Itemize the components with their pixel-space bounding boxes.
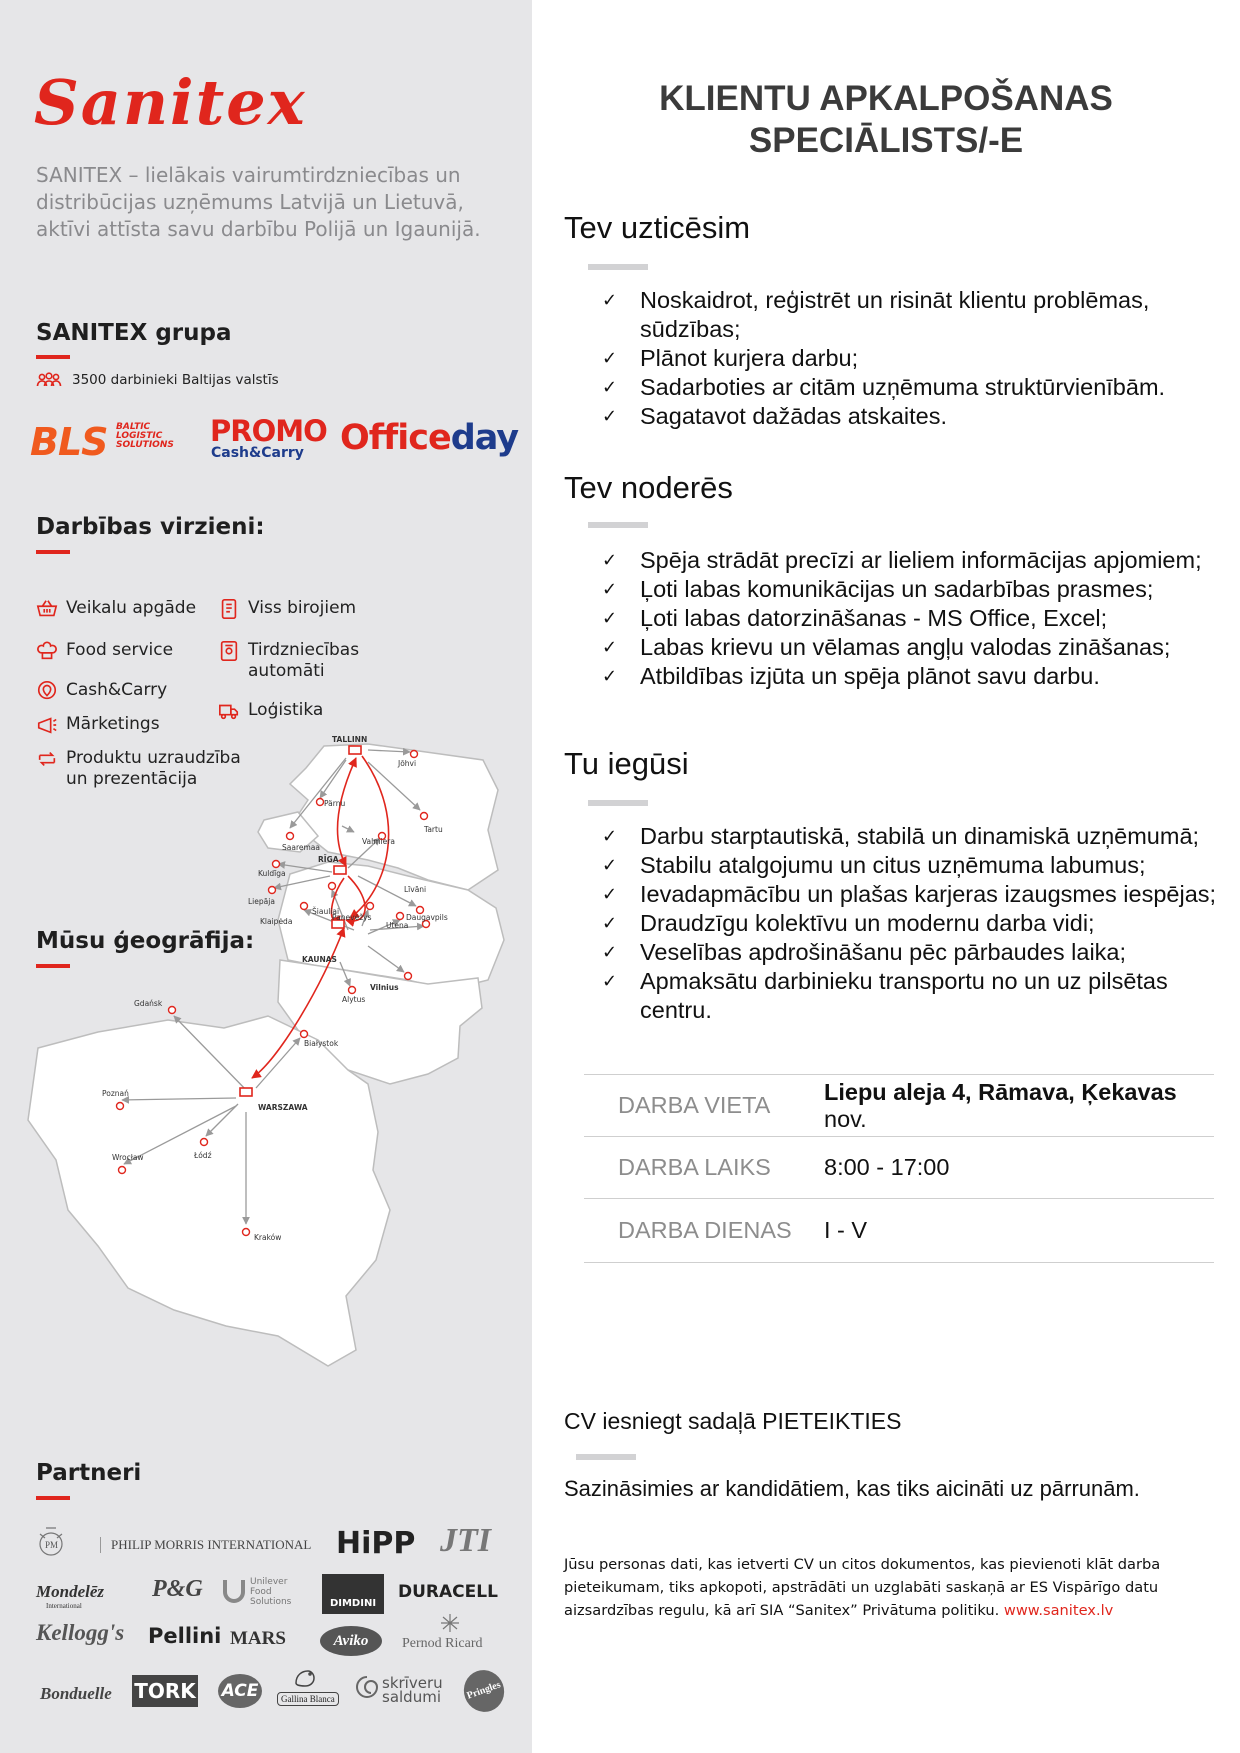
city-label: WARSZAWA xyxy=(258,1103,308,1112)
pmi-logo: PHILIP MORRIS INTERNATIONAL xyxy=(100,1537,311,1553)
city-label: Daugavpils xyxy=(406,913,448,922)
city-label: Panevėžys xyxy=(332,913,372,922)
city-label: Jõhvi xyxy=(398,759,417,768)
pg-logo: P&G xyxy=(152,1576,203,1602)
pmi-crest-icon xyxy=(36,1524,66,1562)
city-label: Gdańsk xyxy=(134,999,163,1008)
table-row xyxy=(584,1199,1214,1263)
gray-underline xyxy=(576,1454,636,1460)
red-underline xyxy=(36,355,70,359)
mondelez-subtitle: International xyxy=(46,1602,82,1610)
website-link[interactable]: www.sanitex.lv xyxy=(1003,1602,1114,1619)
chef-hat-icon xyxy=(36,640,58,662)
list-item: ✓ Apmaksātu darbinieku transportu no un uz pilsētas centru. xyxy=(602,967,1222,1025)
list-item: ✓ Darbu starptautiskā, stabilā un dinamiskā uzņēmumā; xyxy=(602,822,1222,851)
skriveru-logo: skrīveru saldumi xyxy=(382,1674,443,1706)
partners-title: Partneri xyxy=(36,1460,142,1486)
red-underline xyxy=(36,550,70,554)
list-item: ✓ Veselības apdrošināšanu pēc pārbaudes laika; xyxy=(602,938,1222,967)
document-icon xyxy=(218,598,240,620)
list-item: ✓ Ļoti labas datorzināšanas - MS Office, Excel; xyxy=(602,604,1222,633)
city-label: KAUNAS xyxy=(302,955,337,964)
direction-item: Mārketings xyxy=(36,714,160,736)
days-label: DARBA DIENAS xyxy=(584,1199,824,1263)
tork-logo: TORK xyxy=(132,1675,198,1707)
direction-item: Veikalu apgāde xyxy=(36,598,196,620)
city-label: Alytus xyxy=(342,995,366,1004)
hen-icon xyxy=(290,1665,320,1689)
list-item: ✓ Sagatavot dažādas atskaites. xyxy=(602,402,1222,431)
bls-subtitle: BALTIC LOGISTIC SOLUTIONS xyxy=(116,422,174,450)
list-item: ✓ Atbildības izjūta un spēja plānot savu darbu. xyxy=(602,662,1222,691)
gray-underline xyxy=(588,800,648,806)
poland-shape xyxy=(28,1016,390,1366)
bonduelle-logo: Bonduelle xyxy=(40,1684,112,1703)
direction-item: Loģistika xyxy=(218,700,323,722)
list-item: ✓ Plānot kurjera darbu; xyxy=(602,344,1222,373)
direction-item: Tirdzniecības automāti xyxy=(218,640,388,682)
pellini-logo: Pellini xyxy=(148,1624,222,1648)
truck-icon xyxy=(218,700,240,722)
direction-item: Produktu uzraudzība un prezentācija xyxy=(36,748,266,790)
list-item: ✓ Ievadapmācību un plašas karjeras izaugsmes iespējas; xyxy=(602,880,1222,909)
dimdini-logo: DIMDINI xyxy=(322,1574,384,1614)
city-label: Šiauliai xyxy=(312,907,340,916)
cv-instruction: CV iesniegt sadaļā PIETEIKTIES xyxy=(564,1408,902,1434)
unilever-u-icon xyxy=(222,1578,246,1604)
city-label: Valmiera xyxy=(362,837,395,846)
ace-logo: ACE xyxy=(218,1674,262,1708)
section-heading: Tev noderēs xyxy=(564,470,733,505)
requirements-list xyxy=(602,546,1222,691)
city-label: Poznań xyxy=(102,1089,129,1098)
jti-logo: JTI xyxy=(440,1522,491,1559)
contact-note: Sazināsimies ar kandidātiem, kas tiks aicināti uz pārrunām. xyxy=(564,1476,1140,1501)
list-item: ✓ Noskaidrot, reģistrēt un risināt klientu problēmas, sūdzības; xyxy=(602,286,1222,344)
group-title: SANITEX grupa xyxy=(36,320,232,346)
vending-cup-icon xyxy=(218,640,240,662)
pernod-logo: Pernod Ricard xyxy=(402,1636,483,1651)
sanitex-logo: Sanitex xyxy=(34,66,307,139)
job-info-table xyxy=(584,1074,1214,1263)
city-label: Wrocław xyxy=(112,1153,144,1162)
employees-text: 3500 darbinieki Baltijas valstīs xyxy=(72,372,279,388)
city-label: Kraków xyxy=(254,1233,282,1242)
city-label: Saaremaa xyxy=(282,843,320,852)
company-panel xyxy=(0,0,532,1753)
basket-icon xyxy=(36,598,58,620)
city-label: Białystok xyxy=(304,1039,339,1048)
mars-logo: MARS xyxy=(230,1628,286,1649)
megaphone-icon xyxy=(36,714,58,736)
list-item: ✓ Ļoti labas komunikācijas un sadarbības prasmes; xyxy=(602,575,1222,604)
direction-item: Cash&Carry xyxy=(36,680,167,702)
promo-subtitle: Cash&Carry xyxy=(211,445,304,461)
list-item: ✓ Stabilu atalgojumu un citus uzņēmuma labumus; xyxy=(602,851,1222,880)
people-icon xyxy=(36,372,62,388)
city-label: Liepāja xyxy=(248,897,275,906)
city-label: Łódź xyxy=(194,1151,212,1160)
job-panel xyxy=(532,0,1240,1753)
city-label: Līvāni xyxy=(404,885,427,894)
list-item: ✓ Labas krievu un vēlamas angļu valodas zināšanas; xyxy=(602,633,1222,662)
company-intro: SANITEX – lielākais vairumtirdzniecības un distribūcijas uzņēmums Latvijā un Lietuvā, aktīvi attīsta savu darbību Polijā un Igaunijā. xyxy=(36,163,481,241)
city-label: RĪGA xyxy=(318,855,339,864)
privacy-notice: Jūsu personas dati, kas ietverti CV un citos dokumentos, kas pievienoti klāt darba pieteikumam, tiks apkopoti, apstrādāti un uzglabāti saskaņā ar ES Vispārīgo datu aizsardzības regulu, kā arī SIA “Sanitex” Privātuma politiku. www.sanitex.lv xyxy=(564,1556,1161,1619)
direction-item: Food service xyxy=(36,640,173,662)
aviko-logo: Aviko xyxy=(320,1626,382,1656)
city-label: Utena xyxy=(386,921,409,930)
unilever-logo: Unilever Food Solutions xyxy=(250,1577,292,1607)
duracell-logo: DURACELL xyxy=(398,1582,498,1602)
promo-logo: PROMO xyxy=(210,414,327,448)
job-title: KLIENTU APKALPOŠANAS SPECIĀLISTS/-E xyxy=(659,79,1113,160)
distribution-map xyxy=(28,735,508,1400)
kelloggs-logo: Kellogg's xyxy=(36,1620,125,1645)
mondelez-logo: Mondelēz xyxy=(36,1582,104,1601)
officeday-logo: Officeday xyxy=(340,418,519,458)
direction-item: Viss birojiem xyxy=(218,598,356,620)
list-item: ✓ Spēja strādāt precīzi ar lieliem informācijas apjomiem; xyxy=(602,546,1222,575)
pernod-star-icon xyxy=(438,1612,462,1634)
table-row xyxy=(584,1137,1214,1199)
time-label: DARBA LAIKS xyxy=(584,1137,824,1199)
city-label: Vilnius xyxy=(370,983,399,992)
section-heading: Tu iegūsi xyxy=(564,746,689,781)
section-heading: Tev uzticēsim xyxy=(564,210,751,245)
city-label: Kuldīga xyxy=(258,869,286,878)
table-row xyxy=(584,1075,1214,1137)
benefits-list xyxy=(602,822,1222,1025)
directions-title: Darbības virzieni: xyxy=(36,514,265,540)
city-label: TALLINN xyxy=(332,735,368,744)
place-label: DARBA VIETA xyxy=(584,1075,824,1137)
red-underline xyxy=(36,1496,70,1500)
days-value: I - V xyxy=(824,1199,1214,1263)
responsibilities-list xyxy=(602,286,1222,431)
svg-text:PM: PM xyxy=(45,1540,59,1550)
list-item: ✓ Sadarboties ar citām uzņēmuma struktūrvienībām. xyxy=(602,373,1222,402)
bls-logo: BLS xyxy=(30,420,108,464)
city-label: Klaipėda xyxy=(260,917,293,926)
city-label: Tartu xyxy=(424,825,443,834)
city-label: Pärnu xyxy=(324,799,346,808)
location-pin-icon xyxy=(36,680,58,702)
gallina-blanca-logo: Gallina Blanca xyxy=(277,1692,339,1706)
gray-underline xyxy=(588,522,648,528)
geography-title: Mūsu ģeogrāfija: xyxy=(36,928,255,954)
hipp-logo: HiPP xyxy=(336,1526,416,1561)
list-item: ✓ Draudzīgu kolektīvu un modernu darba vidi; xyxy=(602,909,1222,938)
time-value: 8:00 - 17:00 xyxy=(824,1137,1214,1199)
place-value: Liepu aleja 4, Rāmava, Ķekavas nov. xyxy=(824,1075,1214,1137)
skriveru-swirl-icon xyxy=(354,1674,380,1700)
employees-line xyxy=(36,372,279,388)
gray-underline xyxy=(588,264,648,270)
pringles-logo: Pringles xyxy=(458,1664,510,1717)
